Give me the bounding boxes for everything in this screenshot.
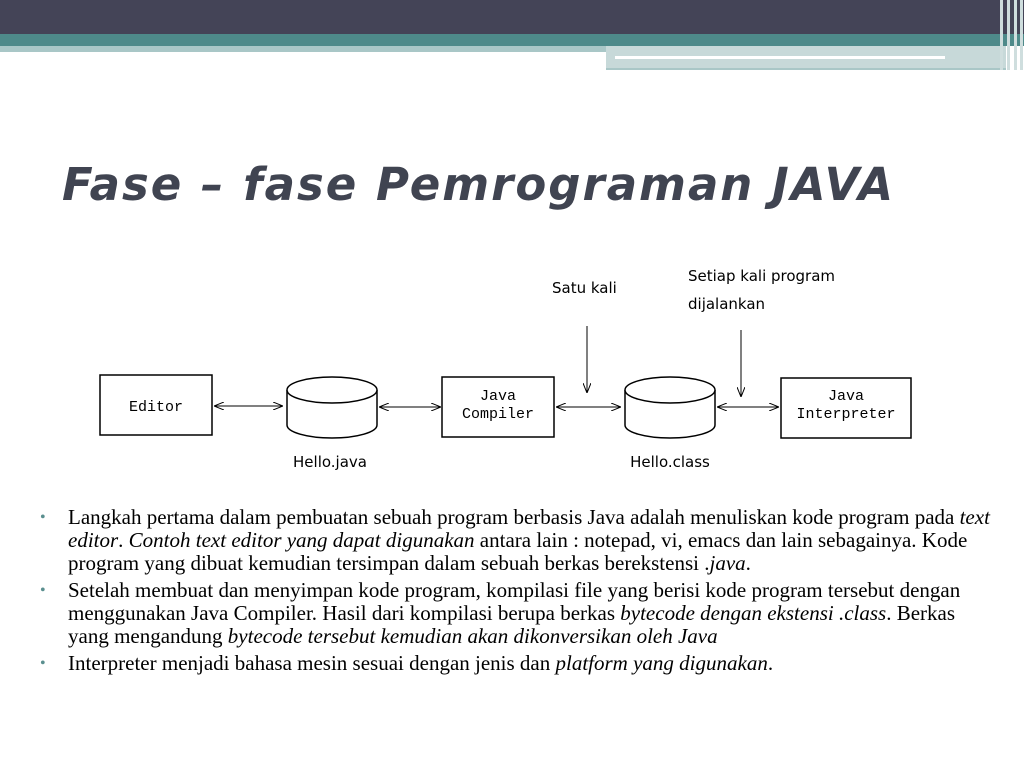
bullet-text-run: platform yang digunakan xyxy=(555,651,768,675)
bullet-text-run: Contoh text editor yang dapat digunakan xyxy=(128,528,475,552)
java-phases-diagram xyxy=(90,258,920,488)
bullet-text xyxy=(68,505,990,575)
diagram-svg xyxy=(90,258,920,488)
bullet-text-run: . Berkas yang mengandung xyxy=(68,601,956,648)
bullet-text-run: bytecode dengan ekstensi .class xyxy=(620,601,887,625)
hello-java-label: Hello.java xyxy=(293,453,367,471)
note-once: Satu kali xyxy=(552,279,617,297)
editor-label: Editor xyxy=(128,399,184,416)
bullet-list xyxy=(40,506,990,679)
bullet-item xyxy=(40,579,990,648)
header-band-dark xyxy=(0,0,1024,34)
interpreter-label-line2: Interpreter xyxy=(796,406,896,423)
hello-java-cylinder xyxy=(287,377,377,438)
bullet-text-run: . xyxy=(118,528,129,552)
interpreter-label-line1: Java xyxy=(827,388,865,405)
bullet-text-run: . xyxy=(767,651,774,675)
header-band-teal xyxy=(0,34,1024,46)
bullet-text-run: bytecode tersebut kemudian akan dikonversikan oleh Java xyxy=(227,624,718,648)
bullet-dot-icon: • xyxy=(40,655,46,672)
hello-class-label: Hello.class xyxy=(630,453,710,471)
bullet-text xyxy=(68,578,960,648)
header-vertical-stripes xyxy=(998,0,1024,70)
bullet-text-run: Interpreter menjadi bahasa mesin sesuai dengan jenis dan xyxy=(68,651,556,675)
compiler-label-line2: Compiler xyxy=(461,406,535,423)
note-each-line2: dijalankan xyxy=(688,295,766,313)
bullet-text-run: Langkah pertama dalam pembuatan sebuah program berbasis Java adalah menuliskan kode program pada xyxy=(68,505,960,529)
bullet-text-run: antara lain : notepad, vi, emacs dan lain sebagainya. Kode program yang dibuat kemudian tersimpan dalam sebuah berkas berekstensi . xyxy=(68,528,968,575)
bullet-text xyxy=(68,651,773,675)
bullet-text-run: java xyxy=(709,551,746,575)
bullet-dot-icon: • xyxy=(40,509,46,526)
bullet-text-run: text editor xyxy=(68,505,990,552)
bullet-text-run: Setelah membuat dan menyimpan kode program, kompilasi file yang berisi kode program tersebut dengan menggunakan Java Compiler. Hasil dari kompilasi berupa berkas xyxy=(68,578,961,625)
slide-title: Fase – fase Pemrograman JAVA xyxy=(62,158,896,211)
header-band-white-line xyxy=(615,56,945,59)
header-band-light xyxy=(0,46,608,52)
bullet-item xyxy=(40,652,990,675)
note-each-line1: Setiap kali program xyxy=(688,267,836,285)
bullet-item xyxy=(40,506,990,575)
hello-class-cylinder xyxy=(625,377,715,438)
header-band-bottom-line xyxy=(606,68,1006,70)
compiler-label-line1: Java xyxy=(479,388,517,405)
bullet-dot-icon: • xyxy=(40,582,46,599)
bullet-text-run: . xyxy=(745,551,751,575)
